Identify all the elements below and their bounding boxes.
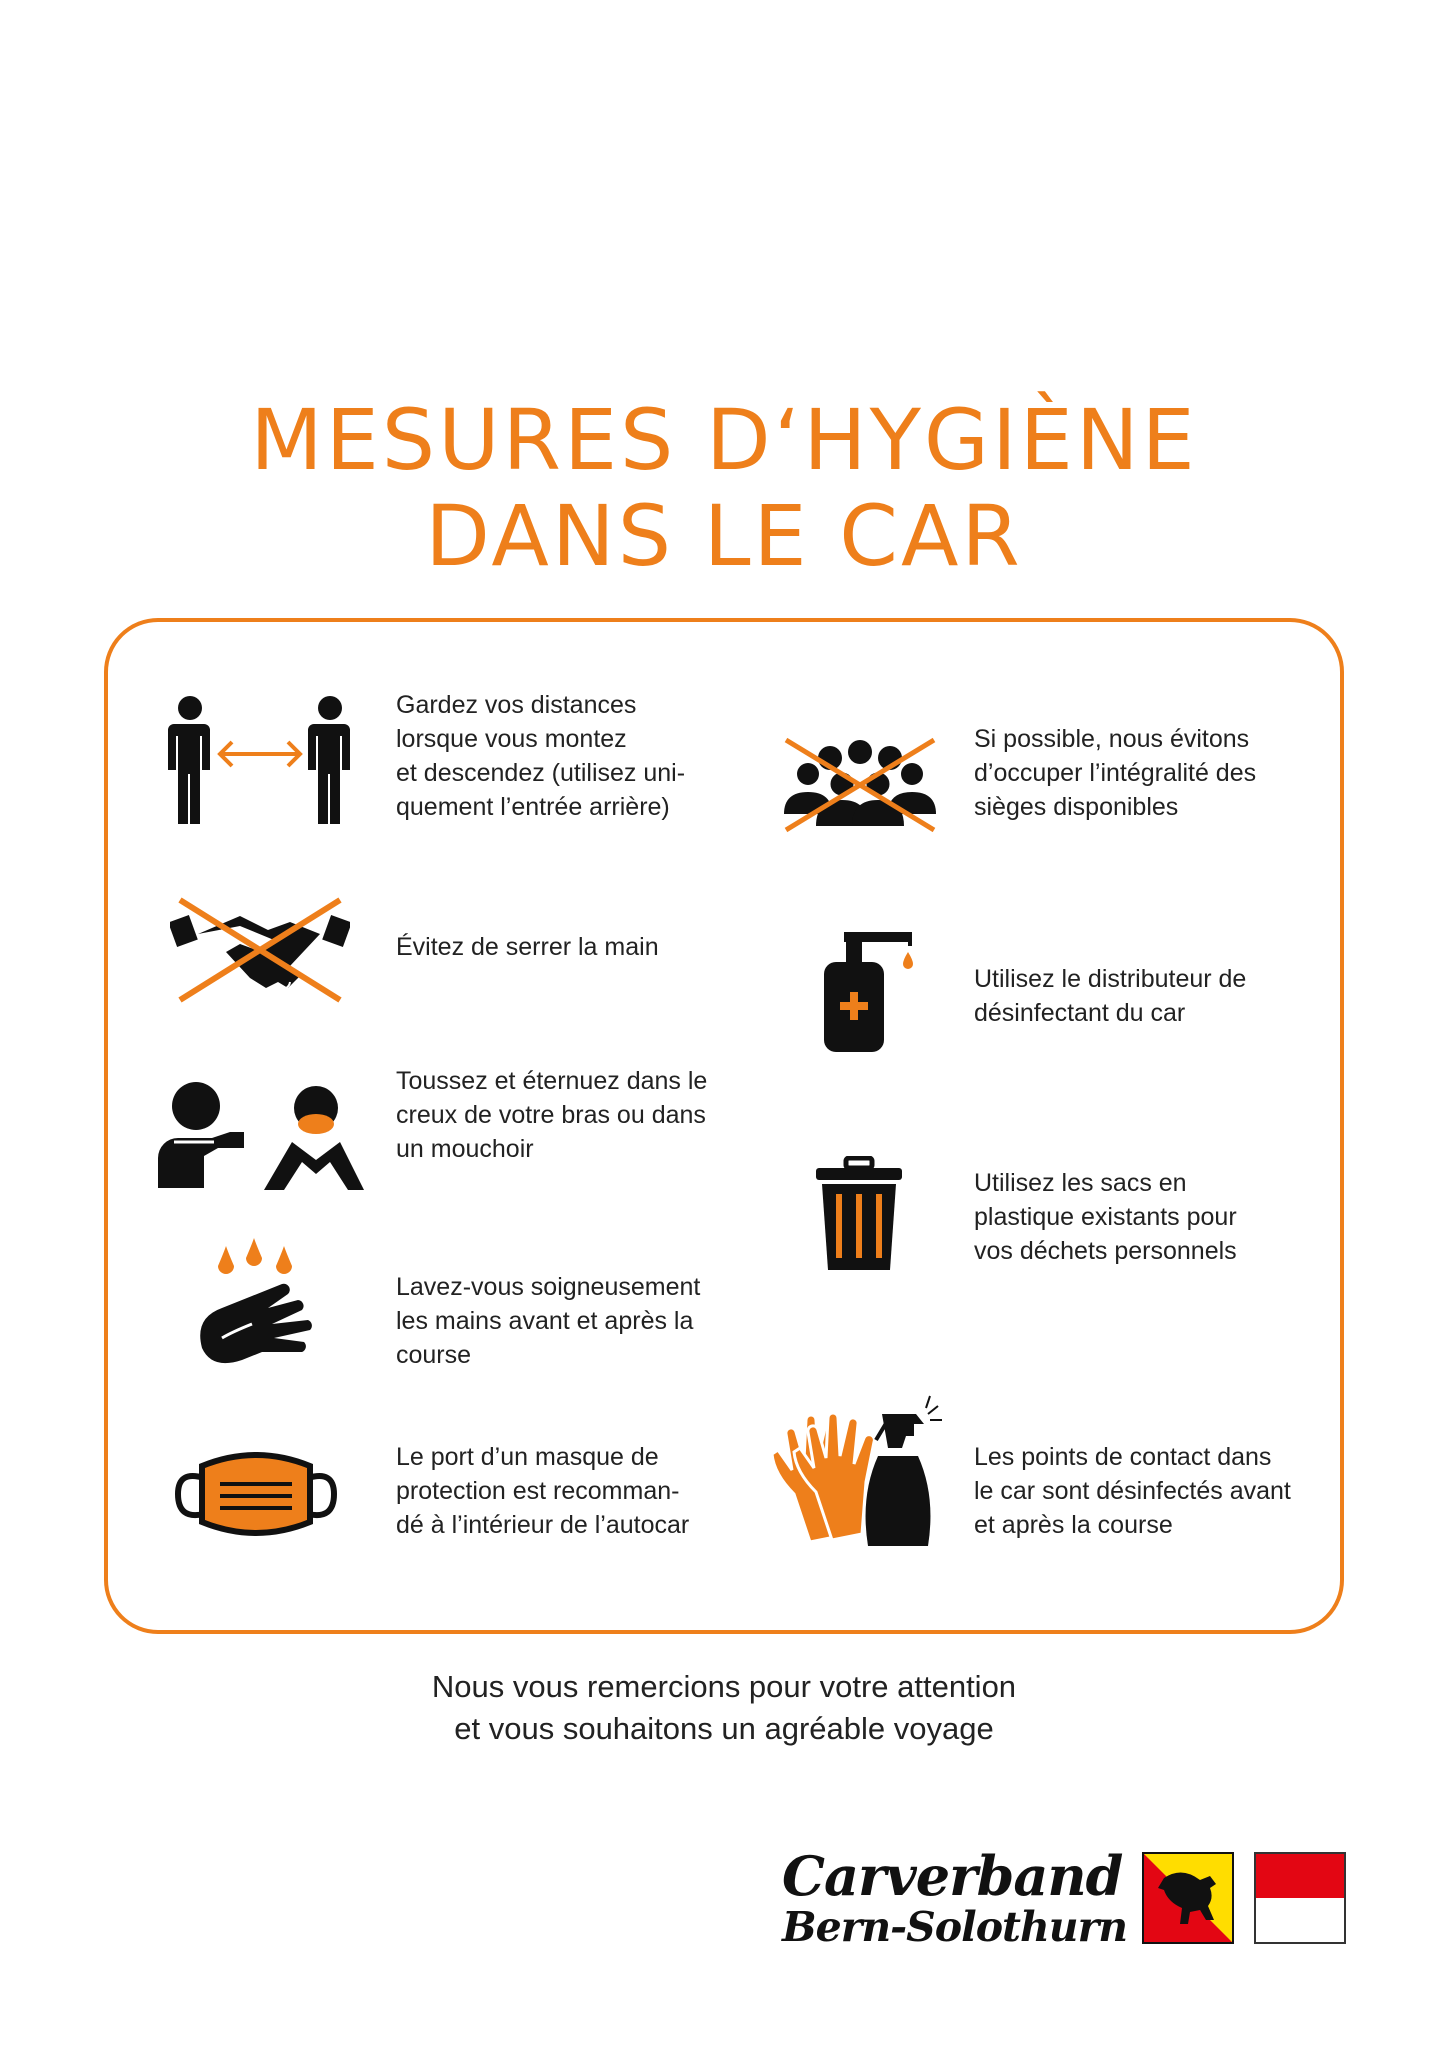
text-line: les mains avant et après la <box>396 1307 694 1335</box>
text-line: Le port d’un masque de <box>396 1443 659 1471</box>
brand-line-2: Bern-Solothurn <box>782 1903 1128 1951</box>
text-line: Gardez vos distances <box>396 691 637 719</box>
measure-text-cough <box>396 1064 736 1166</box>
measure-text-trash <box>974 1166 1314 1268</box>
solothurn-coat-of-arms-icon <box>1254 1852 1346 1949</box>
measure-text-disinfect <box>974 1440 1314 1542</box>
text-line: Utilisez les sacs en <box>974 1169 1187 1197</box>
bern-coat-of-arms-icon <box>1142 1852 1234 1949</box>
measure-text-wash <box>396 1270 736 1372</box>
thanks-message <box>0 1666 1448 1750</box>
wash-hands-icon <box>196 1238 320 1386</box>
text-line: Évitez de serrer la main <box>396 933 659 961</box>
text-line: protection est recomman- <box>396 1477 680 1505</box>
text-line: quement l’entrée arrière) <box>396 793 670 821</box>
gloves-spray-icon <box>770 1392 948 1546</box>
title-line-1: MESURES D‘HYGIÈNE <box>250 391 1198 489</box>
thanks-line-1: Nous vous remercions pour votre attention <box>431 1669 1017 1704</box>
text-line: et descendez (utilisez uni- <box>396 759 686 787</box>
text-line: Lavez-vous soigneusement <box>396 1273 701 1301</box>
text-line: course <box>396 1341 472 1369</box>
distance-icon <box>160 694 360 830</box>
measure-text-mask <box>396 1440 736 1542</box>
no-crowd-icon <box>778 736 942 834</box>
cough-elbow-icon <box>154 1080 364 1192</box>
text-line: Les points de contact dans <box>974 1443 1272 1471</box>
text-line: le car sont désinfectés avant <box>974 1477 1291 1505</box>
text-line: Si possible, nous évitons <box>974 725 1250 753</box>
measure-text-distance <box>396 688 736 824</box>
text-line: creux de votre bras ou dans <box>396 1101 706 1129</box>
trash-bin-icon <box>814 1156 904 1274</box>
measure-text-handshake <box>396 930 736 964</box>
text-line: désinfectant du car <box>974 999 1186 1027</box>
page-title <box>0 392 1448 584</box>
text-line: un mouchoir <box>396 1135 534 1163</box>
text-line: d’occuper l’intégralité des <box>974 759 1257 787</box>
text-line: Utilisez le distributeur de <box>974 965 1247 993</box>
text-line: dé à l’intérieur de l’autocar <box>396 1511 690 1539</box>
no-handshake-icon <box>170 896 350 1006</box>
measure-text-sanitizer <box>974 962 1314 1030</box>
measure-text-crowd <box>974 722 1314 824</box>
text-line: sièges disponibles <box>974 793 1179 821</box>
text-line: lorsque vous montez <box>396 725 627 753</box>
brand-line-1: Carverband <box>782 1844 1123 1908</box>
sanitizer-dispenser-icon <box>816 928 920 1056</box>
text-line: plastique existants pour <box>974 1203 1237 1231</box>
thanks-line-2: et vous souhaitons un agréable voyage <box>454 1711 994 1746</box>
text-line: et après la course <box>974 1511 1173 1539</box>
brand-logo <box>782 1844 1134 1951</box>
face-mask-icon <box>174 1452 338 1538</box>
title-line-2: DANS LE CAR <box>425 487 1023 585</box>
text-line: vos déchets personnels <box>974 1237 1237 1265</box>
text-line: Toussez et éternuez dans le <box>396 1067 708 1095</box>
